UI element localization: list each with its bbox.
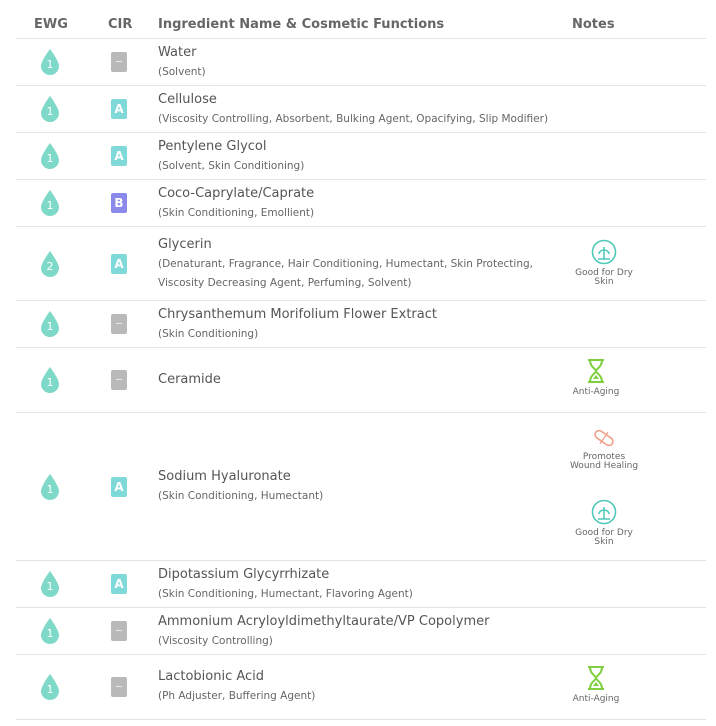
ingredient-functions: (Skin Conditioning, Humectant) [158,490,324,502]
table-row[interactable] [16,39,706,86]
ingredient-name[interactable]: Chrysanthemum Morifolium Flower Extract [158,307,437,322]
cir-rating: B [111,193,127,213]
ewg-score-value: 1 [46,152,54,165]
ingredient-name[interactable]: Lactobionic Acid [158,669,265,684]
cir-rating: A [111,99,127,119]
ewg-score-value: 1 [46,627,54,640]
cir-rating-unrated [111,52,127,72]
table-row[interactable] [16,348,706,413]
ingredient-name[interactable]: Coco-Caprylate/Caprate [158,186,315,201]
note-label: Good for Dry Skin [575,528,633,547]
table-row[interactable] [16,180,706,227]
table-row[interactable] [16,133,706,180]
table-row[interactable] [16,86,706,133]
ewg-score-value: 1 [46,580,54,593]
note-label: Promotes Wound Healing [569,452,639,471]
table-row[interactable] [16,655,706,720]
ingredient-functions: (Skin Conditioning, Humectant, Flavoring Agent) [158,588,413,600]
table-row[interactable] [16,608,706,655]
ingredient-functions: (Skin Conditioning) [158,328,259,340]
ewg-score-value: 1 [46,482,54,496]
note-promotes-wound-healing [569,427,639,471]
note-label: Anti-Aging [572,694,620,704]
ingredient-name[interactable]: Pentylene Glycol [158,139,267,154]
cir-rating-unrated [111,621,127,641]
ewg-score-value: 1 [46,320,54,333]
table-row[interactable] [16,301,706,348]
note-anti-aging [561,358,631,397]
cir-rating: A [111,574,127,594]
ewg-score-value: 1 [46,683,54,696]
note-anti-aging [561,665,631,704]
hourglass-icon [585,358,607,384]
note-good-for-dry-skin [569,499,639,547]
note-good-for-dry-skin [569,239,639,287]
table-row[interactable] [16,413,706,561]
header-ewg: EWG [34,17,68,32]
ingredient-name[interactable]: Glycerin [158,237,212,252]
ingredient-functions: (Solvent) [158,66,206,78]
ingredient-name[interactable]: Dipotassium Glycyrrhizate [158,567,330,582]
ingredient-name[interactable]: Ammonium Acryloyldimethyltaurate/VP Copolymer [158,614,490,629]
ewg-score-value: 1 [46,58,54,71]
ingredient-functions: (Solvent, Skin Conditioning) [158,160,305,172]
note-label: Anti-Aging [572,387,620,397]
ingredient-name[interactable]: Water [158,45,197,60]
table-row[interactable] [16,561,706,608]
dry-skin-icon [591,239,617,265]
ingredient-name[interactable]: Ceramide [158,372,221,387]
cir-rating: A [111,477,127,497]
ingredient-functions: (Ph Adjuster, Buffering Agent) [158,690,316,702]
hourglass-icon [585,665,607,691]
ewg-score-value: 2 [46,259,54,273]
cir-rating: A [111,254,127,274]
dry-skin-icon [591,499,617,525]
ingredient-functions: (Viscosity Controlling) [158,635,273,647]
cir-rating-unrated [111,677,127,697]
table-header [16,0,706,39]
header-ingredient: Ingredient Name & Cosmetic Functions [158,17,445,32]
ingredient-table [16,0,706,720]
ewg-score-value: 1 [46,376,54,389]
ingredient-name[interactable]: Sodium Hyaluronate [158,469,291,484]
bandage-icon [591,427,617,449]
ingredient-functions: (Denaturant, Fragrance, Hair Conditioning, Humectant, Skin Protecting, Viscosity Decreasing Agent, Perfuming, Solvent) [158,258,533,289]
header-notes: Notes [572,17,615,32]
table-row[interactable] [16,227,706,301]
ingredient-functions: (Viscosity Controlling, Absorbent, Bulking Agent, Opacifying, Slip Modifier) [158,113,549,125]
cir-rating: A [111,146,127,166]
cir-rating-unrated [111,370,127,390]
header-cir: CIR [108,17,133,32]
note-label: Good for Dry Skin [575,268,633,287]
ingredient-functions: (Skin Conditioning, Emollient) [158,207,315,219]
cir-rating-unrated [111,314,127,334]
ewg-score-value: 1 [46,199,54,212]
ingredient-name[interactable]: Cellulose [158,92,217,107]
ewg-score-value: 1 [46,105,54,118]
